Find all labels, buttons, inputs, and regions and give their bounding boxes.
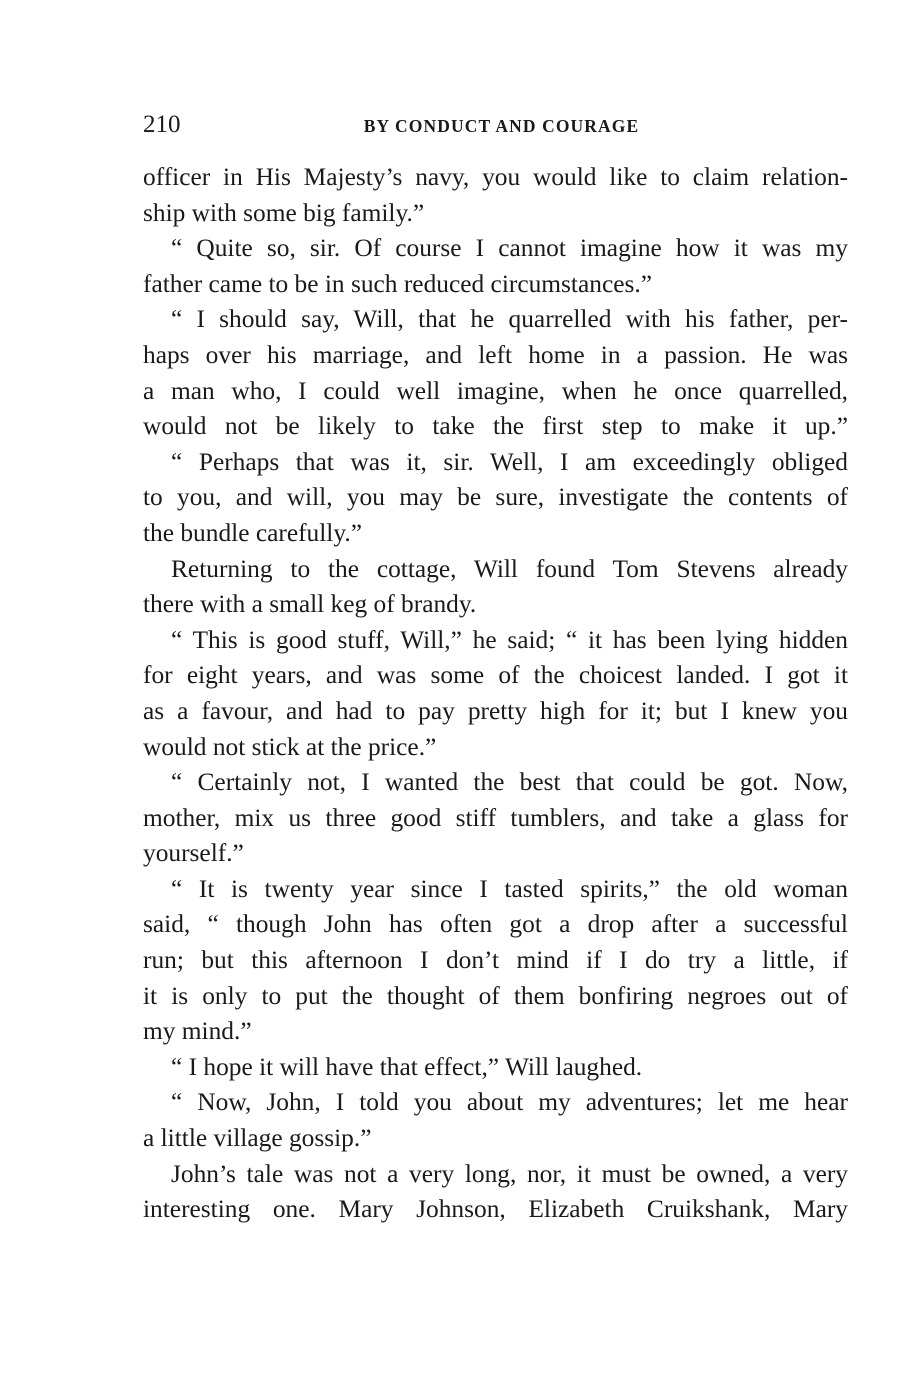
page-number: 210	[143, 111, 181, 138]
text-line: run; but this afternoon I don’t mind if I do try a little, if	[143, 946, 848, 975]
text-line: would not stick at the price.”	[143, 732, 437, 761]
text-line: John’s tale was not a very long, nor, it must be owned, a very	[171, 1159, 848, 1188]
text-line: Returning to the cottage, Will found Tom Stevens already	[171, 554, 848, 583]
page-header	[143, 110, 848, 144]
text-line: yourself.”	[143, 839, 244, 868]
text-line: a man who, I could well imagine, when he once quarrelled,	[143, 376, 848, 405]
text-line: mother, mix us three good stiff tumblers, and take a glass for	[143, 803, 848, 832]
text-line: said, “ though John has often got a drop after a successful	[143, 910, 848, 939]
text-line: there with a small keg of brandy.	[143, 590, 477, 619]
text-line: “ I should say, Will, that he quarrelled with his father, per-	[171, 305, 848, 334]
text-line: father came to be in such reduced circumstances.”	[143, 269, 652, 298]
text-line: as a favour, and had to pay pretty high for it; but I knew you	[143, 696, 848, 725]
text-line: “ This is good stuff, Will,” he said; “ it has been lying hidden	[171, 625, 848, 654]
text-line: interesting one. Mary Johnson, Elizabeth Cruikshank, Mary	[143, 1195, 848, 1224]
text-line: “ Now, John, I told you about my adventures; let me hear	[171, 1088, 848, 1117]
text-line: “ Certainly not, I wanted the best that could be got. Now,	[171, 768, 848, 797]
running-head: BY CONDUCT AND COURAGE	[363, 116, 640, 136]
text-line: would not be likely to take the first step to make it up.”	[143, 412, 848, 441]
text-line: ship with some big family.”	[143, 198, 425, 227]
text-line: to you, and will, you may be sure, investigate the contents of	[143, 483, 848, 512]
text-line: it is only to put the thought of them bonfiring negroes out of	[143, 981, 848, 1010]
text-line: for eight years, and was some of the choicest landed. I got it	[143, 661, 848, 690]
text-line: the bundle carefully.”	[143, 518, 363, 547]
text-line: “ Perhaps that was it, sir. Well, I am exceedingly obliged	[171, 447, 848, 476]
text-line: haps over his marriage, and left home in a passion. He was	[143, 340, 848, 369]
text-line: “ Quite so, sir. Of course I cannot imagine how it was my	[171, 234, 848, 263]
body-text	[143, 160, 848, 1228]
text-line: “ I hope it will have that effect,” Will laughed.	[171, 1052, 643, 1081]
text-line: a little village gossip.”	[143, 1124, 372, 1153]
text-line: my mind.”	[143, 1017, 252, 1046]
text-line: “ It is twenty year since I tasted spirits,” the old woman	[171, 874, 848, 903]
text-line: officer in His Majesty’s navy, you would like to claim relation-	[143, 163, 848, 191]
